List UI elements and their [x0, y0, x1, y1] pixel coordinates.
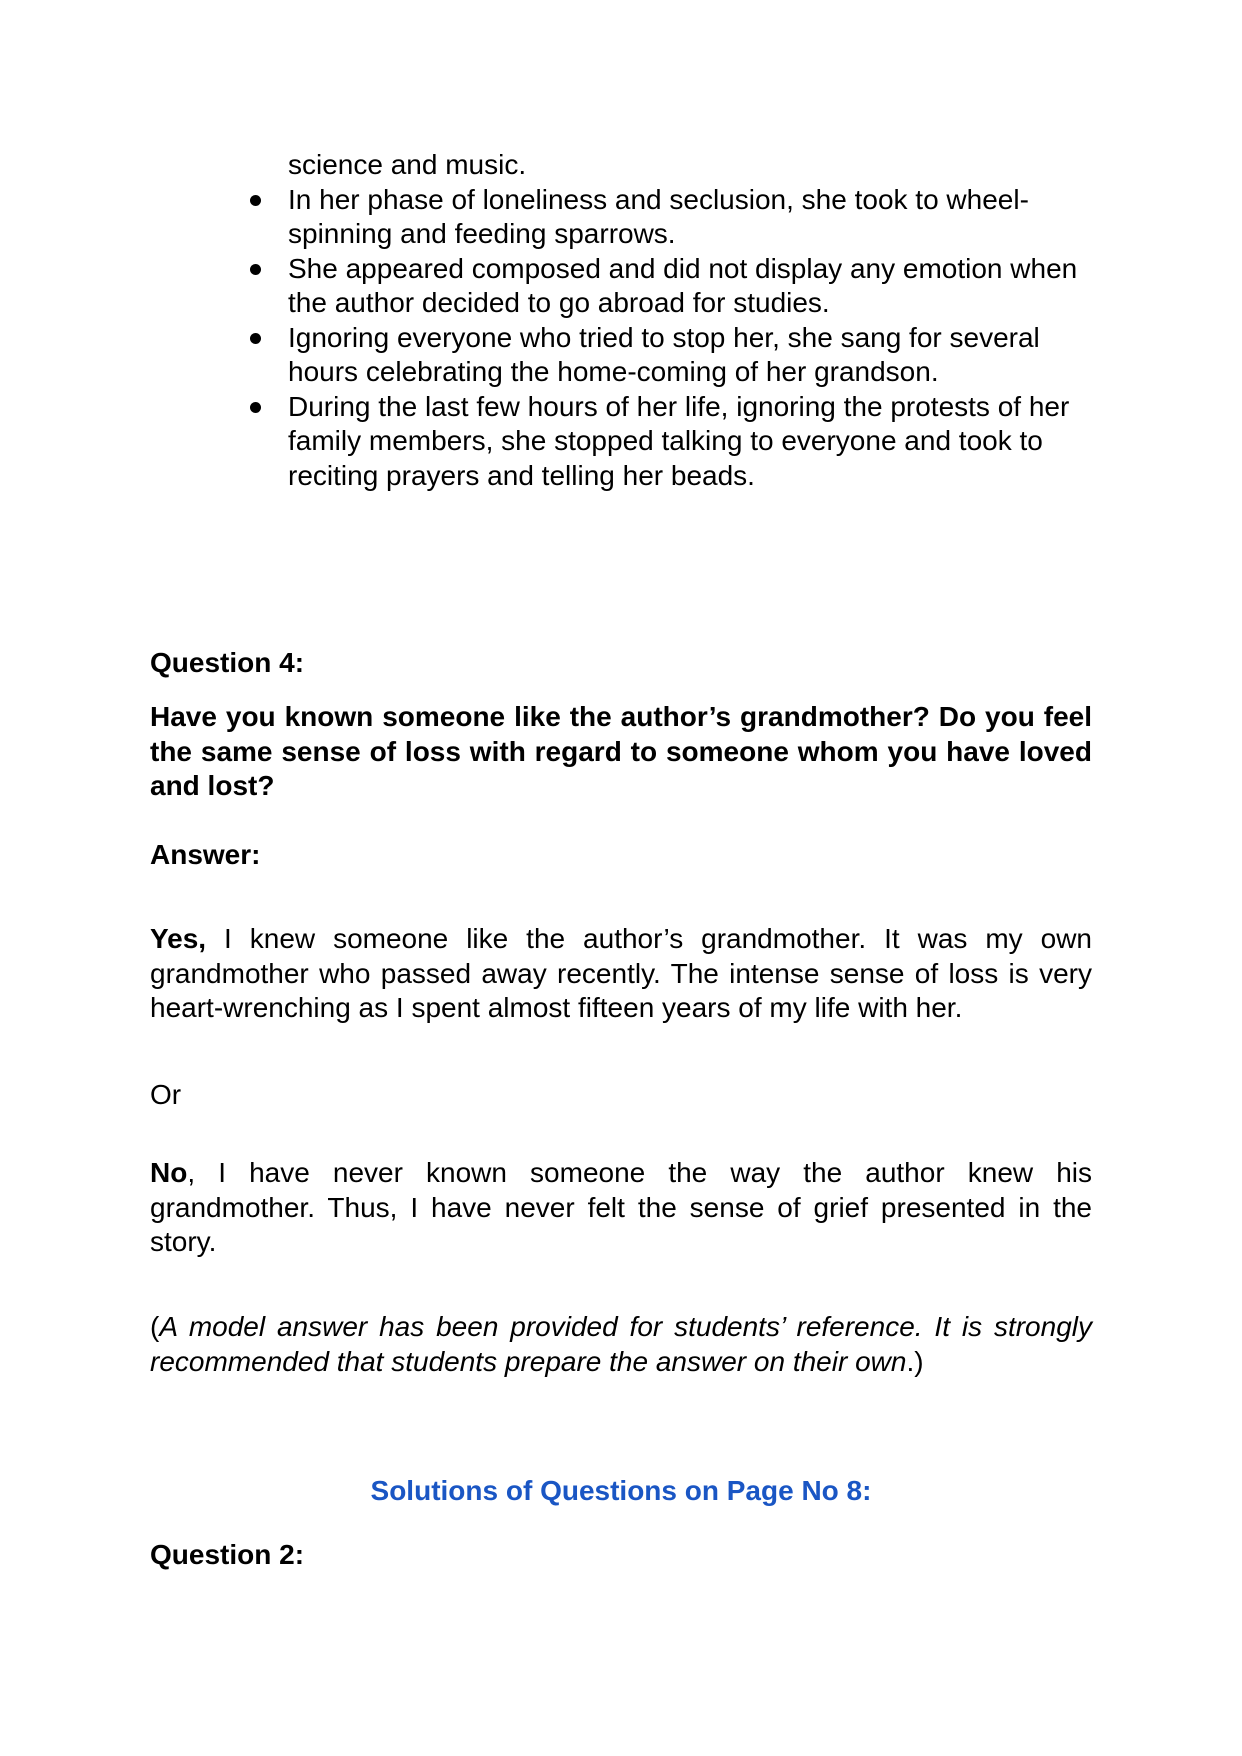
list-item: She appeared composed and did not display any emotion when the author decided to go abroad for studies.: [150, 252, 1092, 321]
list-item: Ignoring everyone who tried to stop her, she sang for several hours celebrating the home-coming of her grandson.: [150, 321, 1092, 390]
list-item: During the last few hours of her life, ignoring the protests of her family members, she stopped talking to everyone and took to reciting prayers and telling her beads.: [150, 390, 1092, 494]
answer-yes-lead: Yes,: [150, 923, 207, 954]
bullet-icon: [250, 195, 261, 206]
bullet-icon: [250, 264, 261, 275]
bullet-continuation: science and music.: [288, 149, 527, 180]
model-answer-note: (A model answer has been provided for students’ reference. It is strongly recommended that students prepare the answer on their own.): [150, 1311, 1092, 1377]
answer-no-text: , I have never known someone the way the author knew his grandmother. Thus, I have never felt the sense of grief presented in the story.: [150, 1157, 1092, 1257]
question-4-label: Question 4:: [150, 647, 305, 678]
bullet-icon: [250, 333, 261, 344]
answer-yes-text: I knew someone like the author’s grandmother. It was my own grandmother who passed away recently. The intense sense of loss is very heart-wrenching as I spent almost fifteen years of my life with her.: [150, 923, 1092, 1023]
question-2-label: Question 2:: [150, 1539, 305, 1570]
section-heading: Solutions of Questions on Page No 8:: [370, 1475, 872, 1506]
answer-no-lead: No: [150, 1157, 188, 1188]
answer-yes-paragraph: [150, 922, 1092, 1026]
bullet-icon: [250, 402, 261, 413]
bullet-list: [150, 148, 1092, 493]
question-4-text: Have you known someone like the author’s grandmother? Do you feel the same sense of loss with regard to someone whom you have loved and lost?: [150, 701, 1092, 801]
answer-or: Or: [150, 1079, 182, 1110]
answer-no-paragraph: [150, 1156, 1092, 1260]
model-answer-note-text: A model answer has been provided for students’ reference. It is strongly recommended that students prepare the answer on their own: [150, 1311, 1092, 1377]
answer-label: Answer:: [150, 839, 261, 870]
list-item: In her phase of loneliness and seclusion, she took to wheel-spinning and feeding sparrows.: [150, 183, 1092, 252]
